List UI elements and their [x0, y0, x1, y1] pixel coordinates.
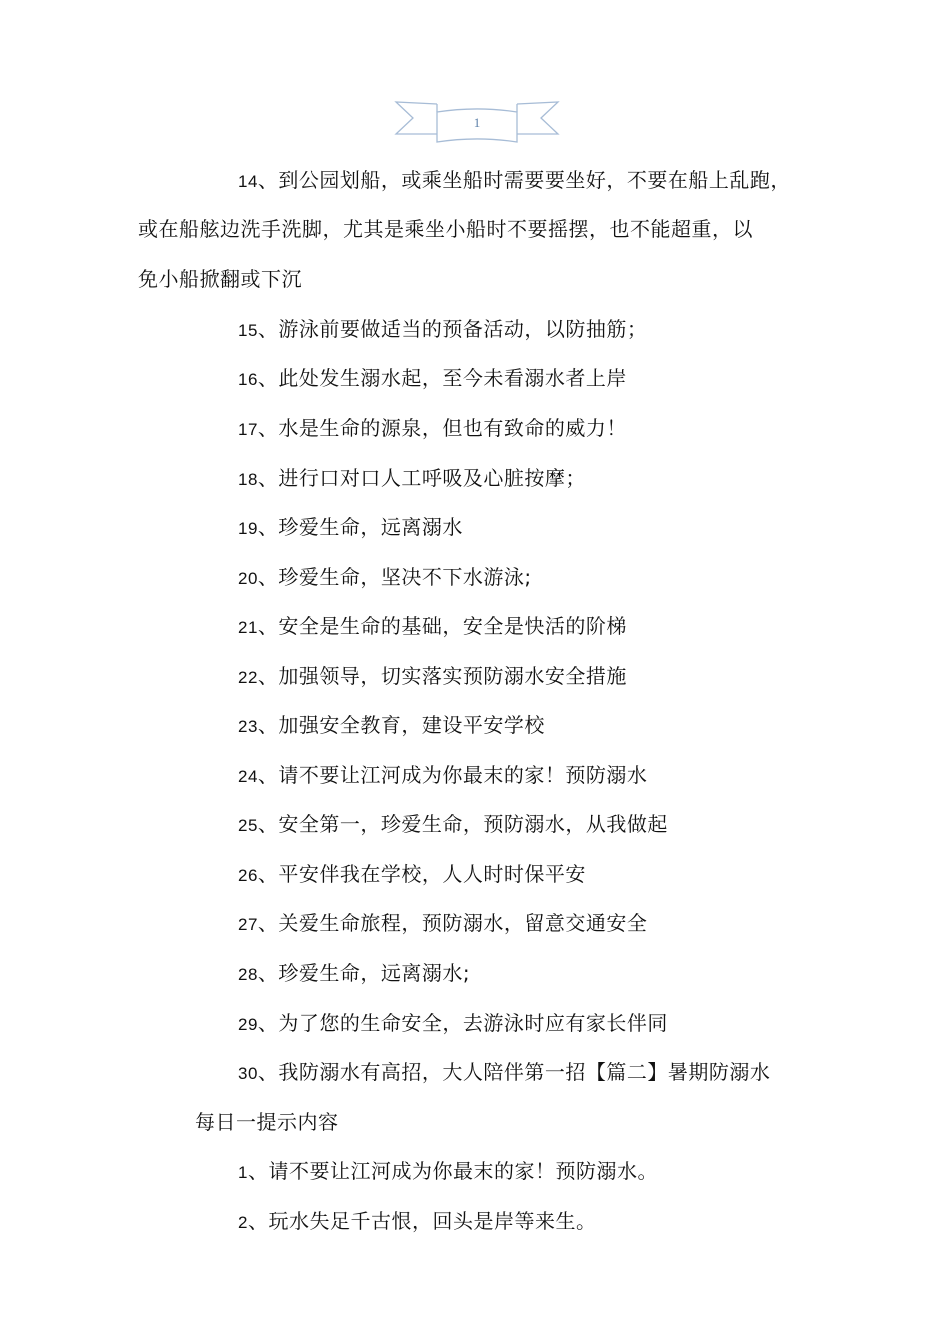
item-number: 19	[238, 519, 258, 538]
item-text: 我防溺水有高招，大人陪伴第一招【篇二】暑期防溺水	[278, 1060, 771, 1084]
list-item	[238, 662, 627, 692]
item-number: 24	[238, 767, 258, 786]
list-item-continuation	[138, 265, 302, 293]
item-number: 21	[238, 618, 258, 637]
item-number: 15	[238, 321, 258, 340]
list-item	[238, 761, 647, 791]
item-separator: 、	[257, 168, 279, 192]
page-number: 1	[473, 115, 481, 130]
item-separator: 、	[257, 713, 279, 737]
item-separator: 、	[247, 1209, 269, 1233]
item-text: 进行口对口人工呼吸及心脏按摩；	[278, 466, 586, 490]
item-number: 16	[238, 370, 258, 389]
item-text: 安全第一，珍爱生命，预防溺水，从我做起	[278, 812, 668, 836]
item-separator: 、	[257, 515, 279, 539]
item-number: 2	[238, 1213, 248, 1232]
list-item	[238, 711, 545, 741]
item-text: 水是生命的源泉，但也有致命的威力！	[278, 416, 627, 440]
item-text: 珍爱生命，远离溺水	[278, 515, 463, 539]
item-separator: 、	[257, 1060, 279, 1084]
list-item	[238, 612, 627, 642]
item-text: 免小船掀翻或下沉	[138, 267, 302, 291]
item-text: 珍爱生命，远离溺水;	[278, 961, 471, 985]
item-separator: 、	[257, 416, 279, 440]
list-item	[238, 563, 532, 593]
item-number: 26	[238, 866, 258, 885]
item-text: 珍爱生命，坚决不下水游泳;	[278, 565, 532, 589]
item-number: 14	[238, 172, 258, 191]
item-text: 玩水失足千古恨，回头是岸等来生。	[268, 1209, 597, 1233]
item-number: 18	[238, 470, 258, 489]
page-number-ribbon	[393, 96, 561, 146]
item-number: 29	[238, 1015, 258, 1034]
item-number: 20	[238, 569, 258, 588]
list-item	[238, 315, 647, 345]
item-text: 请不要让江河成为你最末的家！预防溺水。	[268, 1159, 658, 1183]
item-separator: 、	[257, 466, 279, 490]
item-text: 平安伴我在学校，人人时时保平安	[278, 862, 586, 886]
item-text: 此处发生溺水起，至今未看溺水者上岸	[278, 366, 627, 390]
item-separator: 、	[247, 1159, 269, 1183]
item-text: 请不要让江河成为你最末的家！预防溺水	[278, 763, 648, 787]
item-number: 17	[238, 420, 258, 439]
item-text: 关爱生命旅程，预防溺水，留意交通安全	[278, 911, 648, 935]
item-text: 到公园划船，或乘坐船时需要要坐好，不要在船上乱跑，	[278, 168, 791, 192]
list-item	[238, 1058, 770, 1088]
item-number: 25	[238, 816, 258, 835]
item-separator: 、	[257, 565, 279, 589]
list-item-continuation	[138, 215, 753, 243]
list-item	[238, 1009, 668, 1039]
list-item	[238, 860, 586, 890]
item-number: 1	[238, 1163, 248, 1182]
item-separator: 、	[257, 961, 279, 985]
item-text: 游泳前要做适当的预备活动，以防抽筋；	[278, 317, 648, 341]
item-text: 安全是生命的基础，安全是快活的阶梯	[278, 614, 627, 638]
item-number: 27	[238, 915, 258, 934]
item-separator: 、	[257, 317, 279, 341]
item-separator: 、	[257, 812, 279, 836]
list-item	[238, 414, 627, 444]
list-item	[238, 909, 647, 939]
item-separator: 、	[257, 862, 279, 886]
item-separator: 、	[257, 366, 279, 390]
item-text: 或在船舷边洗手洗脚，尤其是乘坐小船时不要摇摆，也不能超重，以	[138, 217, 753, 241]
list-item	[238, 1157, 658, 1187]
item-text: 每日一提示内容	[195, 1110, 339, 1134]
item-number: 23	[238, 717, 258, 736]
item-separator: 、	[257, 763, 279, 787]
item-separator: 、	[257, 664, 279, 688]
item-number: 22	[238, 668, 258, 687]
item-number: 28	[238, 965, 258, 984]
list-item	[238, 166, 791, 196]
list-item	[238, 464, 586, 494]
item-separator: 、	[257, 614, 279, 638]
list-item	[238, 513, 463, 543]
list-item	[238, 1207, 596, 1237]
list-item	[238, 959, 470, 989]
item-separator: 、	[257, 1011, 279, 1035]
list-item	[238, 364, 627, 394]
list-item	[238, 810, 668, 840]
item-separator: 、	[257, 911, 279, 935]
item-number: 30	[238, 1064, 258, 1083]
list-item-continuation	[195, 1108, 339, 1136]
item-text: 加强安全教育，建设平安学校	[278, 713, 545, 737]
item-text: 为了您的生命安全，去游泳时应有家长伴同	[278, 1011, 668, 1035]
item-text: 加强领导，切实落实预防溺水安全措施	[278, 664, 627, 688]
